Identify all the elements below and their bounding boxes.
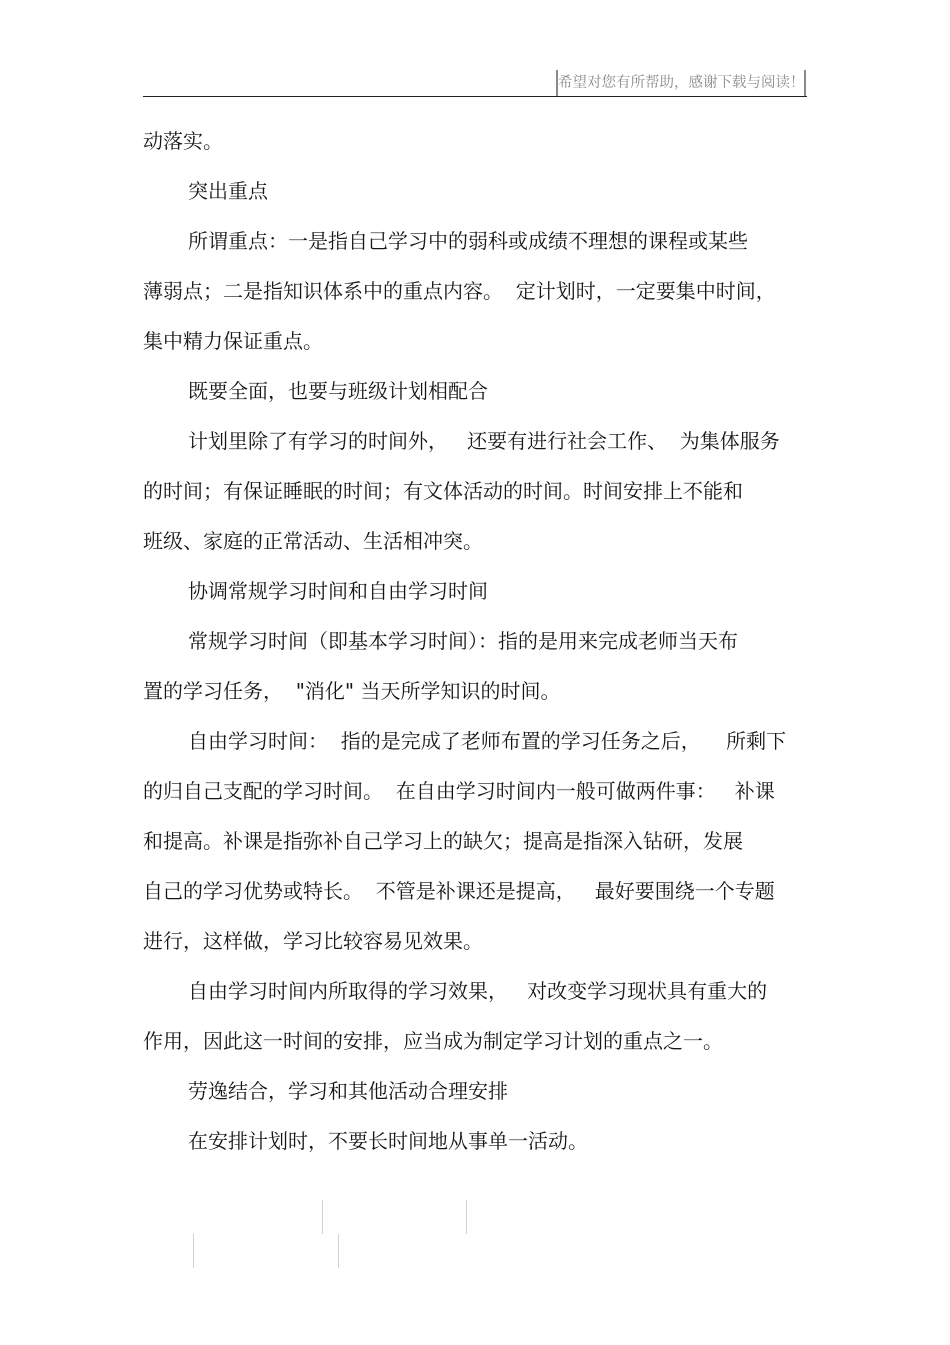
body-line: 计划里除了有学习的时间外， 还要有进行社会工作、 为集体服务 [188, 429, 780, 453]
section-heading: 协调常规学习时间和自由学习时间 [188, 579, 488, 603]
body-line: 自由学习时间内所取得的学习效果， 对改变学习现状具有重大的 [188, 979, 768, 1003]
body-line: 班级、家庭的正常活动、生活相冲突。 [143, 529, 483, 553]
header-note: 希望对您有所帮助，感谢下载与阅读！ [556, 70, 806, 96]
body-line: 所谓重点：一是指自己学习中的弱科或成绩不理想的课程或某些 [188, 229, 748, 253]
body-line: 的归自己支配的学习时间。 在自由学习时间内一般可做两件事： 补课 [143, 779, 775, 803]
section-heading: 突出重点 [188, 179, 268, 203]
body-line: 常规学习时间（即基本学习时间）：指的是用来完成老师当天布 [188, 629, 738, 653]
body-line: 进行，这样做，学习比较容易见效果。 [143, 929, 483, 953]
section-heading: 劳逸结合，学习和其他活动合理安排 [188, 1079, 508, 1103]
header-rule [143, 96, 807, 97]
section-heading: 既要全面，也要与班级计划相配合 [188, 379, 488, 403]
body-line: 薄弱点；二是指知识体系中的重点内容。 定计划时，一定要集中时间， [143, 279, 776, 303]
body-line: 和提高。补课是指弥补自己学习上的缺欠；提高是指深入钻研，发展 [143, 829, 743, 853]
body-line: 的时间；有保证睡眠的时间；有文体活动的时间。时间安排上不能和 [143, 479, 743, 503]
body-line: 自己的学习优势或特长。 不管是补课还是提高， 最好要围绕一个专题 [143, 879, 775, 903]
body-line: 在安排计划时，不要长时间地从事单一活动。 [188, 1129, 588, 1153]
body-line: 自由学习时间： 指的是完成了老师布置的学习任务之后， 所剩下 [188, 729, 787, 753]
body-line: 集中精力保证重点。 [143, 329, 323, 353]
body-line: 置的学习任务， "消化" 当天所学知识的时间。 [143, 679, 561, 703]
table-border-fragment [193, 1234, 194, 1268]
body-line: 动落实。 [143, 129, 223, 153]
body-line: 作用，因此这一时间的安排，应当成为制定学习计划的重点之一。 [143, 1029, 723, 1053]
table-border-fragment [338, 1234, 339, 1268]
table-border-fragment [466, 1200, 467, 1234]
table-border-fragment [322, 1200, 323, 1234]
